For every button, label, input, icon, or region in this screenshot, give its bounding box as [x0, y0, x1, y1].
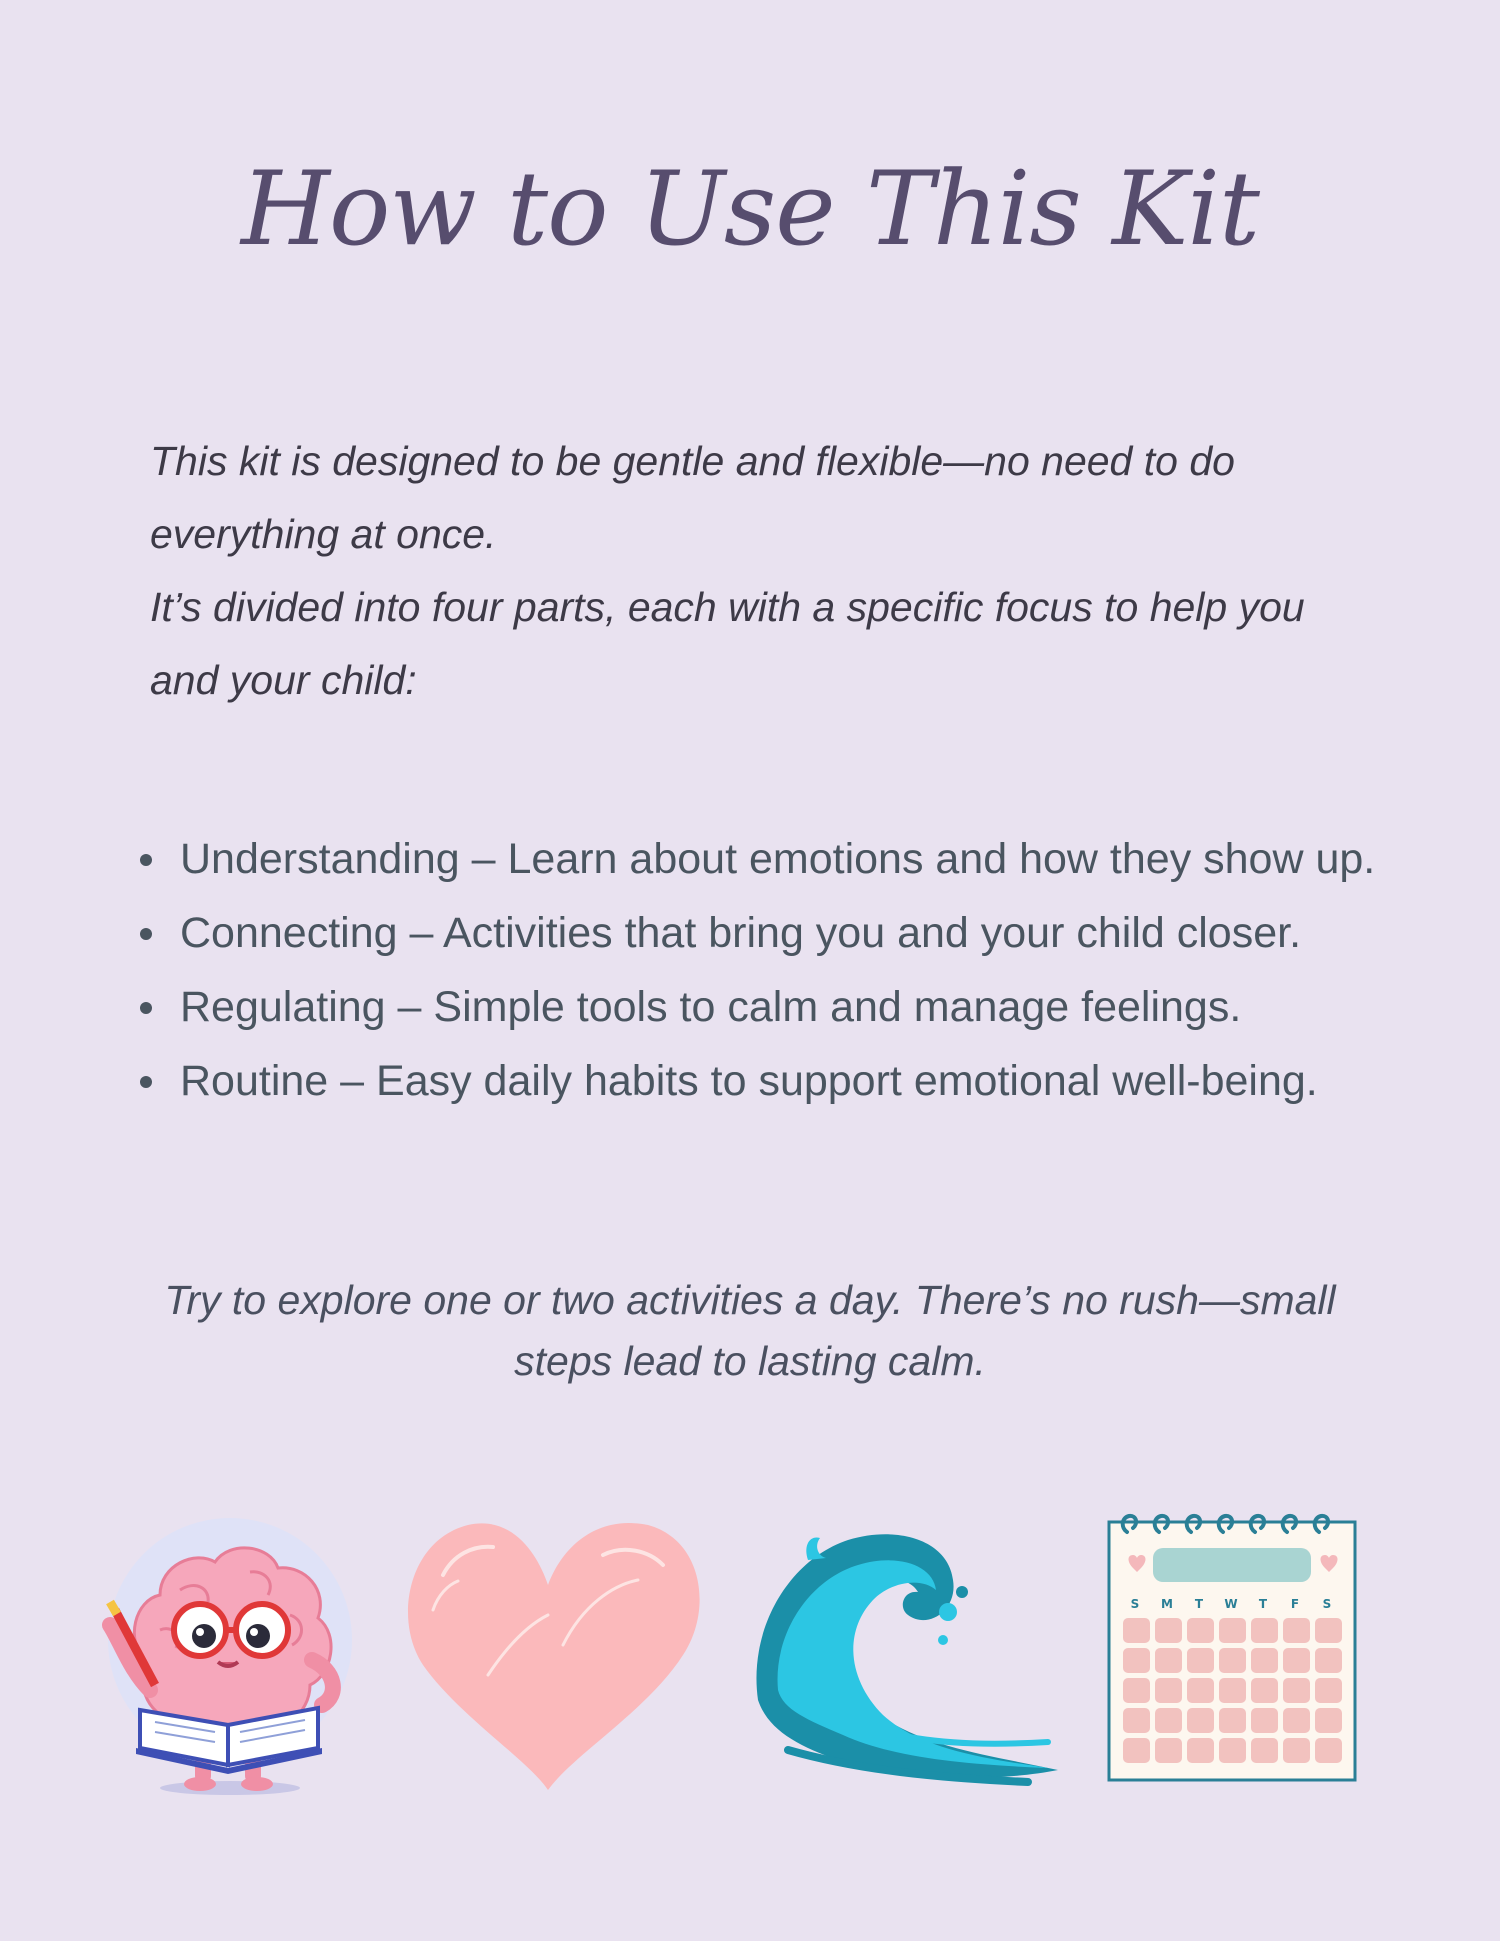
calendar-cell — [1123, 1678, 1150, 1703]
brain-reading-icon — [100, 1510, 370, 1800]
calendar-cell — [1155, 1738, 1182, 1763]
calendar-day-label: T — [1194, 1597, 1204, 1611]
list-item — [140, 822, 1440, 896]
intro-line-1: This kit is designed to be gentle and flexible—no need to do everything at once. — [150, 438, 1235, 557]
calendar-cell — [1315, 1738, 1342, 1763]
bullet-icon — [140, 1002, 152, 1014]
calendar-cell — [1251, 1708, 1278, 1733]
calendar-cell — [1219, 1708, 1246, 1733]
calendar-cell — [1155, 1678, 1182, 1703]
calendar-cell — [1315, 1708, 1342, 1733]
calendar-cell — [1123, 1648, 1150, 1673]
list-item-text: Understanding – Learn about emotions and how they show up. — [180, 835, 1376, 883]
page-title: How to Use This Kit — [241, 150, 1259, 269]
calendar-cell — [1219, 1738, 1246, 1763]
calendar-cell — [1155, 1648, 1182, 1673]
calendar-cell — [1219, 1648, 1246, 1673]
list-item — [140, 970, 1440, 1044]
calendar-cell — [1187, 1678, 1214, 1703]
calendar-cell — [1187, 1738, 1214, 1763]
calendar-cell — [1283, 1708, 1310, 1733]
calendar-cell — [1123, 1708, 1150, 1733]
bullet-icon — [140, 928, 152, 940]
list-item-text: Connecting – Activities that bring you and your child closer. — [180, 909, 1302, 957]
calendar-cell — [1187, 1648, 1214, 1673]
calendar-cell — [1283, 1648, 1310, 1673]
calendar-day-label: M — [1161, 1597, 1173, 1611]
wave-icon — [748, 1520, 1070, 1790]
calendar-cell — [1187, 1618, 1214, 1643]
calendar-cell — [1251, 1738, 1278, 1763]
calendar-cell — [1283, 1738, 1310, 1763]
heart-icon — [398, 1515, 710, 1795]
bullet-icon — [140, 1076, 152, 1088]
list-item-text: Regulating – Simple tools to calm and manage feelings. — [180, 983, 1242, 1031]
calendar-grid — [1123, 1618, 1342, 1763]
calendar-cell — [1123, 1738, 1150, 1763]
calendar-cell — [1315, 1648, 1342, 1673]
calendar-icon — [1105, 1510, 1360, 1785]
calendar-cell — [1315, 1678, 1342, 1703]
calendar-cell — [1251, 1678, 1278, 1703]
calendar-day-label: T — [1258, 1597, 1268, 1611]
calendar-cell — [1251, 1618, 1278, 1643]
intro-line-2: It’s divided into four parts, each with a specific focus to help you and your child: — [150, 584, 1305, 703]
list-item — [140, 1044, 1440, 1118]
calendar-cell — [1283, 1618, 1310, 1643]
closing-text: Try to explore one or two activities a day. There’s no rush—small steps lead to lasting calm. — [164, 1277, 1336, 1384]
calendar-cell — [1315, 1618, 1342, 1643]
calendar-cell — [1219, 1678, 1246, 1703]
calendar-cell — [1219, 1618, 1246, 1643]
calendar-cell — [1187, 1708, 1214, 1733]
bullet-icon — [140, 854, 152, 866]
calendar-cell — [1123, 1618, 1150, 1643]
calendar-cell — [1155, 1618, 1182, 1643]
calendar-cell — [1283, 1678, 1310, 1703]
calendar-cell — [1155, 1708, 1182, 1733]
calendar-day-label: F — [1290, 1597, 1300, 1611]
calendar-day-label: S — [1322, 1597, 1332, 1611]
calendar-cell — [1251, 1648, 1278, 1673]
parts-list — [140, 822, 1440, 1118]
calendar-day-label: S — [1130, 1597, 1140, 1611]
list-item — [140, 896, 1440, 970]
intro-text — [150, 425, 1380, 717]
calendar-day-label: W — [1224, 1597, 1238, 1611]
list-item-text: Routine – Easy daily habits to support emotional well-being. — [180, 1057, 1318, 1105]
